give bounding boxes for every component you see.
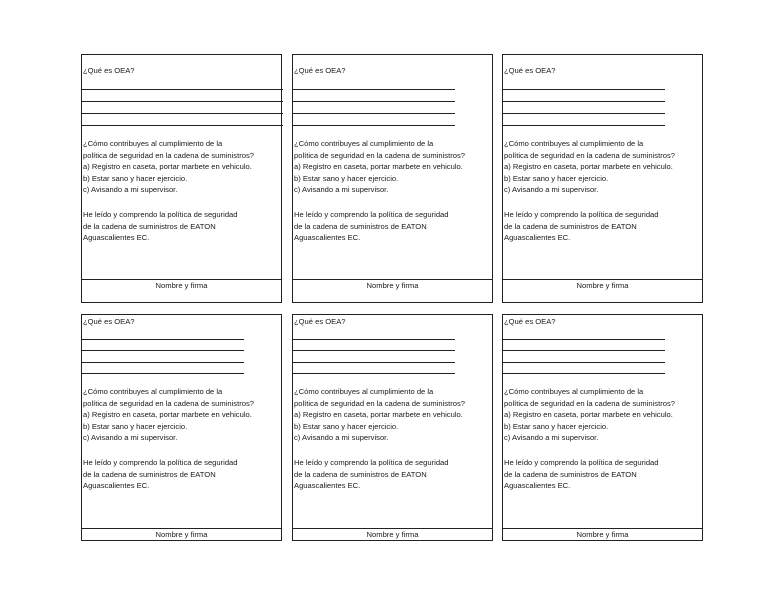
- questionnaire-card-r2c1: [81, 314, 282, 541]
- answer-line[interactable]: [503, 89, 665, 90]
- question-contribution: [504, 138, 702, 196]
- option-c: c) Avisando a mi supervisor.: [294, 433, 389, 442]
- acknowledgement-statement: [83, 209, 281, 244]
- answer-line[interactable]: [503, 362, 665, 363]
- option-a: a) Registro en caseta, portar marbete en vehiculo.: [504, 162, 673, 171]
- question-contribution: [83, 138, 281, 196]
- answer-line[interactable]: [293, 350, 455, 351]
- statement-line-2: de la cadena de suministros de EATON: [83, 469, 216, 479]
- question-contribution-line-1: ¿Cómo contribuyes al cumplimiento de la: [504, 139, 644, 148]
- option-c: c) Avisando a mi supervisor.: [83, 185, 178, 194]
- statement-line-2: de la cadena de suministros de EATON: [83, 221, 216, 231]
- statement-line-2: de la cadena de suministros de EATON: [504, 221, 637, 231]
- statement-line-3: Aguascalientes EC.: [294, 233, 361, 242]
- statement-line-2: de la cadena de suministros de EATON: [294, 221, 427, 231]
- question-contribution-line-2: política de seguridad en la cadena de suministros?: [294, 150, 465, 160]
- questionnaire-card-r2c2: [292, 314, 493, 541]
- option-b: b) Estar sano y hacer ejercicio.: [294, 173, 399, 183]
- answer-line[interactable]: [82, 350, 244, 351]
- answer-line[interactable]: [293, 89, 455, 90]
- answer-line[interactable]: [293, 362, 455, 363]
- questionnaire-card-r1c1: [81, 54, 282, 303]
- question-contribution: [504, 386, 702, 444]
- question-contribution-line-2: política de seguridad en la cadena de suministros?: [294, 398, 465, 408]
- answer-line[interactable]: [293, 373, 455, 374]
- answer-line[interactable]: [503, 350, 665, 351]
- option-c: c) Avisando a mi supervisor.: [83, 433, 178, 442]
- acknowledgement-statement: [504, 209, 702, 244]
- answer-line[interactable]: [82, 101, 283, 102]
- answer-line[interactable]: [293, 101, 455, 102]
- question-contribution: [83, 386, 281, 444]
- signature-label: Nombre y firma: [366, 530, 419, 539]
- statement-line-1: He leído y comprendo la política de seguridad: [504, 458, 659, 467]
- question-contribution-line-1: ¿Cómo contribuyes al cumplimiento de la: [294, 387, 434, 396]
- statement-line-1: He leído y comprendo la política de seguridad: [83, 210, 238, 219]
- questionnaire-card-r1c2: [292, 54, 493, 303]
- acknowledgement-statement: [294, 457, 492, 492]
- answer-line[interactable]: [82, 373, 244, 374]
- question-oea: ¿Qué es OEA?: [504, 317, 556, 326]
- question-contribution-line-1: ¿Cómo contribuyes al cumplimiento de la: [294, 139, 434, 148]
- acknowledgement-statement: [504, 457, 702, 492]
- statement-line-3: Aguascalientes EC.: [83, 481, 150, 490]
- answer-line[interactable]: [82, 113, 283, 114]
- option-a: a) Registro en caseta, portar marbete en vehiculo.: [83, 410, 252, 419]
- option-b: b) Estar sano y hacer ejercicio.: [294, 421, 399, 431]
- statement-line-1: He leído y comprendo la política de seguridad: [83, 458, 238, 467]
- statement-line-2: de la cadena de suministros de EATON: [294, 469, 427, 479]
- option-b: b) Estar sano y hacer ejercicio.: [504, 421, 609, 431]
- option-b: b) Estar sano y hacer ejercicio.: [83, 173, 188, 183]
- option-b: b) Estar sano y hacer ejercicio.: [83, 421, 188, 431]
- answer-line[interactable]: [503, 113, 665, 114]
- option-c: c) Avisando a mi supervisor.: [504, 185, 599, 194]
- question-oea: ¿Qué es OEA?: [83, 317, 135, 326]
- question-contribution-line-1: ¿Cómo contribuyes al cumplimiento de la: [504, 387, 644, 396]
- question-contribution-line-2: política de seguridad en la cadena de suministros?: [83, 150, 254, 160]
- acknowledgement-statement: [83, 457, 281, 492]
- option-c: c) Avisando a mi supervisor.: [504, 433, 599, 442]
- question-oea: ¿Qué es OEA?: [294, 317, 346, 326]
- answer-line[interactable]: [82, 339, 244, 340]
- statement-line-3: Aguascalientes EC.: [504, 233, 571, 242]
- answer-line[interactable]: [82, 89, 283, 90]
- answer-line[interactable]: [293, 125, 455, 126]
- question-contribution-line-1: ¿Cómo contribuyes al cumplimiento de la: [83, 139, 223, 148]
- option-a: a) Registro en caseta, portar marbete en vehiculo.: [504, 410, 673, 419]
- question-contribution: [294, 138, 492, 196]
- answer-line[interactable]: [293, 113, 455, 114]
- answer-line[interactable]: [503, 339, 665, 340]
- question-contribution-line-2: política de seguridad en la cadena de suministros?: [83, 398, 254, 408]
- signature-label: Nombre y firma: [576, 530, 629, 539]
- option-a: a) Registro en caseta, portar marbete en vehiculo.: [83, 162, 252, 171]
- answer-line[interactable]: [82, 125, 283, 126]
- question-oea: ¿Qué es OEA?: [294, 66, 346, 75]
- signature-label: Nombre y firma: [155, 530, 208, 539]
- questionnaire-card-r2c3: [502, 314, 703, 541]
- question-oea: ¿Qué es OEA?: [83, 66, 135, 75]
- statement-line-3: Aguascalientes EC.: [504, 481, 571, 490]
- questionnaire-card-r1c3: [502, 54, 703, 303]
- option-b: b) Estar sano y hacer ejercicio.: [504, 173, 609, 183]
- statement-line-1: He leído y comprendo la política de seguridad: [294, 210, 449, 219]
- statement-line-2: de la cadena de suministros de EATON: [504, 469, 637, 479]
- option-a: a) Registro en caseta, portar marbete en vehiculo.: [294, 410, 463, 419]
- question-contribution-line-2: política de seguridad en la cadena de suministros?: [504, 150, 675, 160]
- statement-line-1: He leído y comprendo la política de seguridad: [504, 210, 659, 219]
- statement-line-3: Aguascalientes EC.: [294, 481, 361, 490]
- answer-line[interactable]: [82, 362, 244, 363]
- question-contribution: [294, 386, 492, 444]
- question-contribution-line-1: ¿Cómo contribuyes al cumplimiento de la: [83, 387, 223, 396]
- answer-line[interactable]: [503, 373, 665, 374]
- answer-line[interactable]: [293, 339, 455, 340]
- signature-label: Nombre y firma: [155, 281, 208, 290]
- question-contribution-line-2: política de seguridad en la cadena de suministros?: [504, 398, 675, 408]
- statement-line-3: Aguascalientes EC.: [83, 233, 150, 242]
- option-c: c) Avisando a mi supervisor.: [294, 185, 389, 194]
- acknowledgement-statement: [294, 209, 492, 244]
- question-oea: ¿Qué es OEA?: [504, 66, 556, 75]
- answer-line[interactable]: [503, 101, 665, 102]
- statement-line-1: He leído y comprendo la política de seguridad: [294, 458, 449, 467]
- answer-line[interactable]: [503, 125, 665, 126]
- option-a: a) Registro en caseta, portar marbete en vehiculo.: [294, 162, 463, 171]
- signature-label: Nombre y firma: [366, 281, 419, 290]
- signature-label: Nombre y firma: [576, 281, 629, 290]
